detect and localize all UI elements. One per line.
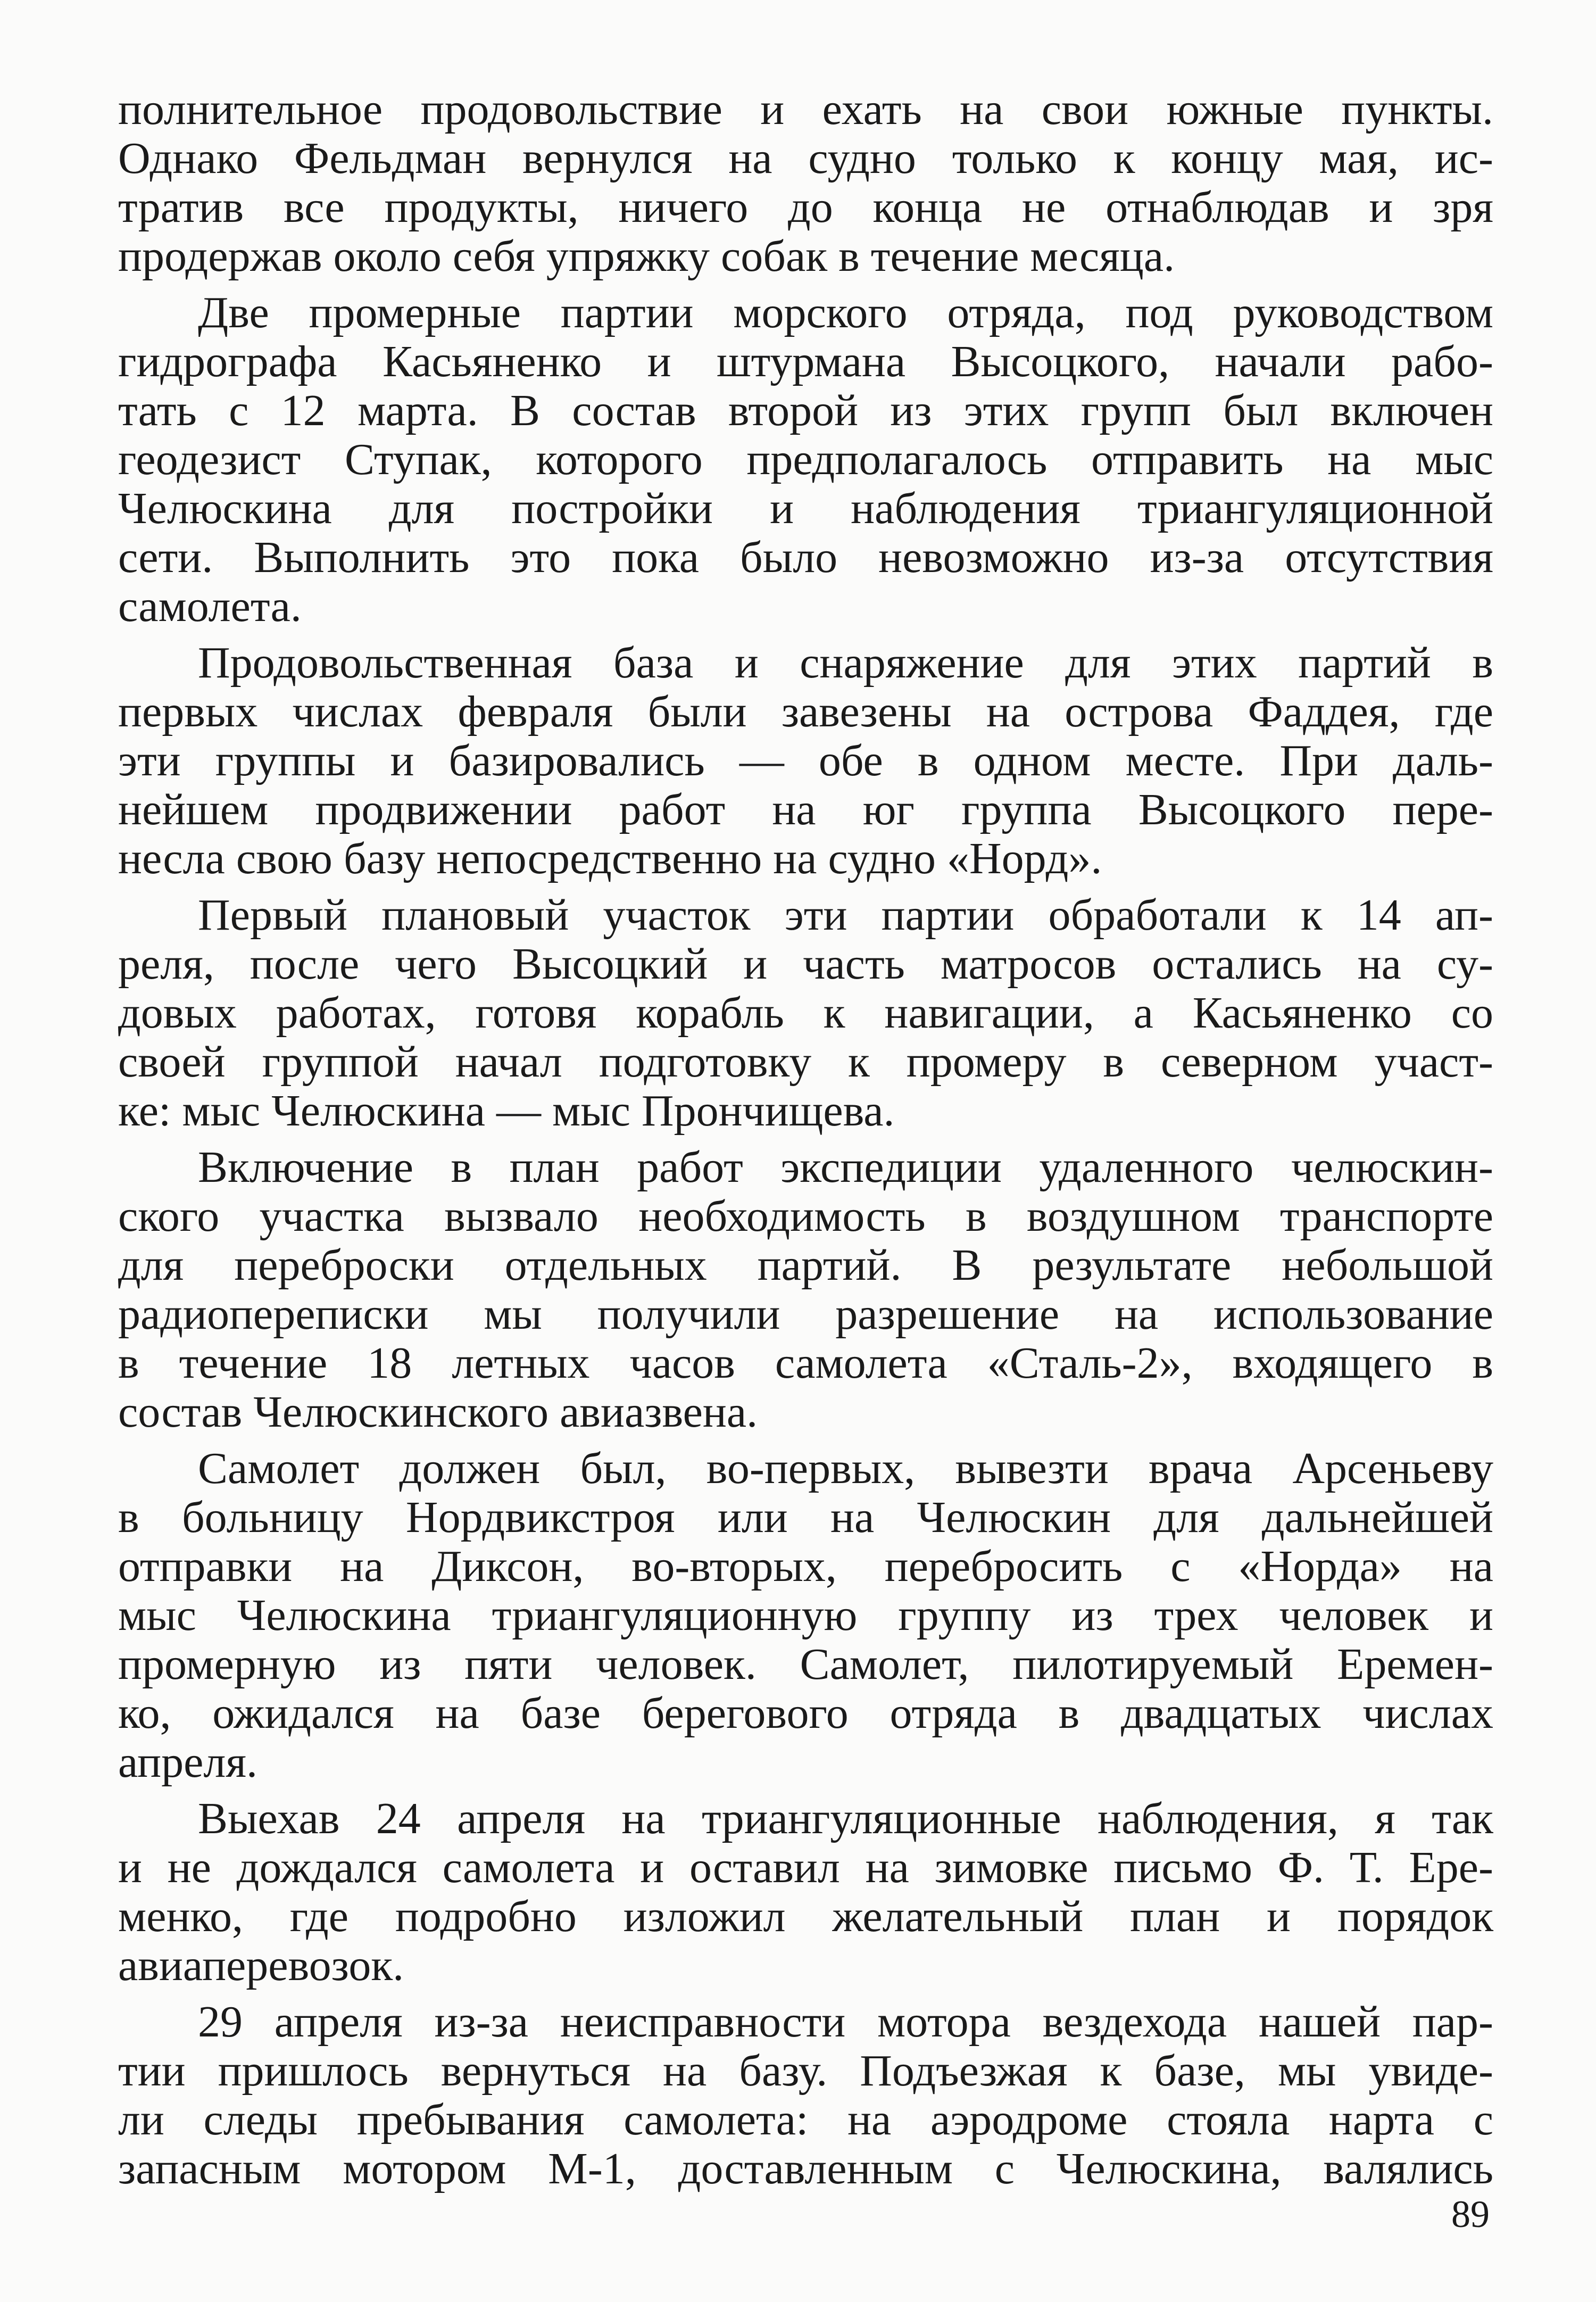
text-line: мыс Челюскина триангуляционную группу из трех человек и [118, 1591, 1493, 1640]
text-line: 29 апреля из-за неисправности мотора вездехода нашей пар- [198, 1997, 1493, 2047]
text-line: геодезист Ступак, которого предполагалось отправить на мыс [118, 435, 1493, 484]
text-line: Челюскина для постройки и наблюдения триангуляционной [118, 484, 1493, 533]
paragraph [118, 1143, 1493, 1437]
text-line: менко, где подробно изложил желательный план и порядок [118, 1892, 1493, 1941]
text-line: гидрографа Касьяненко и штурмана Высоцкого, начали рабо- [118, 337, 1493, 386]
paragraph [118, 1444, 1493, 1787]
text-line: несла свою базу непосредственно на судно «Норд». [118, 834, 1102, 883]
text-line: полнительное продовольствие и ехать на свои южные пункты. [118, 85, 1493, 134]
body-text [118, 85, 1493, 2201]
text-line: первых числах февраля были завезены на острова Фаддея, где [118, 687, 1493, 736]
text-line: в больницу Нордвикстроя или на Челюскин для дальнейшей [118, 1493, 1493, 1542]
text-line: Самолет должен был, во-первых, вывезти врача Арсеньеву [198, 1444, 1493, 1493]
text-line: промерную из пяти человек. Самолет, пилотируемый Еремен- [118, 1639, 1493, 1689]
text-line: запасным мотором М-1, доставленным с Челюскина, валялись [118, 2144, 1493, 2193]
text-line: тать с 12 марта. В состав второй из этих групп был включен [118, 386, 1493, 435]
text-line: эти группы и базировались — обе в одном месте. При даль- [118, 736, 1493, 785]
paragraph [118, 1998, 1493, 2193]
text-line: ке: мыс Челюскина — мыс Прончищева. [118, 1086, 895, 1136]
paragraph [118, 639, 1493, 883]
text-line: Включение в план работ экспедиции удаленного челюскин- [198, 1142, 1493, 1192]
paragraph [118, 1794, 1493, 1990]
page-number: 89 [1451, 2193, 1490, 2235]
text-line: радиопереписки мы получили разрешение на использование [118, 1289, 1493, 1339]
text-line: нейшем продвижении работ на юг группа Высоцкого пере- [118, 785, 1493, 834]
text-line: Однако Фельдман вернулся на судно только к концу мая, ис- [118, 134, 1493, 183]
text-line: Продовольственная база и снаряжение для этих партий в [198, 638, 1493, 688]
text-line: своей группой начал подготовку к промеру в северном участ- [118, 1037, 1493, 1087]
paragraph [118, 891, 1493, 1136]
text-line: Две промерные партии морского отряда, под руководством [198, 288, 1493, 337]
paragraph [118, 85, 1493, 281]
text-line: Выехав 24 апреля на триангуляционные наблюдения, я так [198, 1794, 1493, 1843]
text-line: состав Челюскинского авиазвена. [118, 1387, 758, 1437]
text-line: Первый плановый участок эти партии обработали к 14 ап- [198, 890, 1493, 940]
text-line: ского участка вызвало необходимость в воздушном транспорте [118, 1191, 1493, 1241]
text-line: апреля. [118, 1737, 257, 1787]
text-line: в течение 18 летных часов самолета «Сталь-2», входящего в [118, 1338, 1493, 1388]
text-line: и не дождался самолета и оставил на зимовке письмо Ф. Т. Ере- [118, 1843, 1493, 1892]
text-line: самолета. [118, 582, 302, 631]
text-line: довых работах, готовя корабль к навигации, а Касьяненко со [118, 988, 1493, 1038]
text-line: ли следы пребывания самолета: на аэродроме стояла нарта с [118, 2095, 1493, 2144]
text-line: тратив все продукты, ничего до конца не отнаблюдав и зря [118, 183, 1493, 232]
text-line: тии пришлось вернуться на базу. Подъезжая к базе, мы увиде- [118, 2046, 1493, 2096]
text-line: ко, ожидался на базе берегового отряда в двадцатых числах [118, 1688, 1493, 1738]
paragraph [118, 288, 1493, 631]
text-line: отправки на Диксон, во-вторых, перебросить с «Норда» на [118, 1542, 1493, 1591]
text-line: реля, после чего Высоцкий и часть матросов остались на су- [118, 939, 1493, 989]
text-line: продержав около себя упряжку собак в течение месяца. [118, 231, 1175, 281]
text-line: для переброски отдельных партий. В результате небольшой [118, 1240, 1493, 1290]
text-line: авиаперевозок. [118, 1941, 404, 1990]
text-line: сети. Выполнить это пока было невозможно из-за отсутствия [118, 533, 1493, 582]
